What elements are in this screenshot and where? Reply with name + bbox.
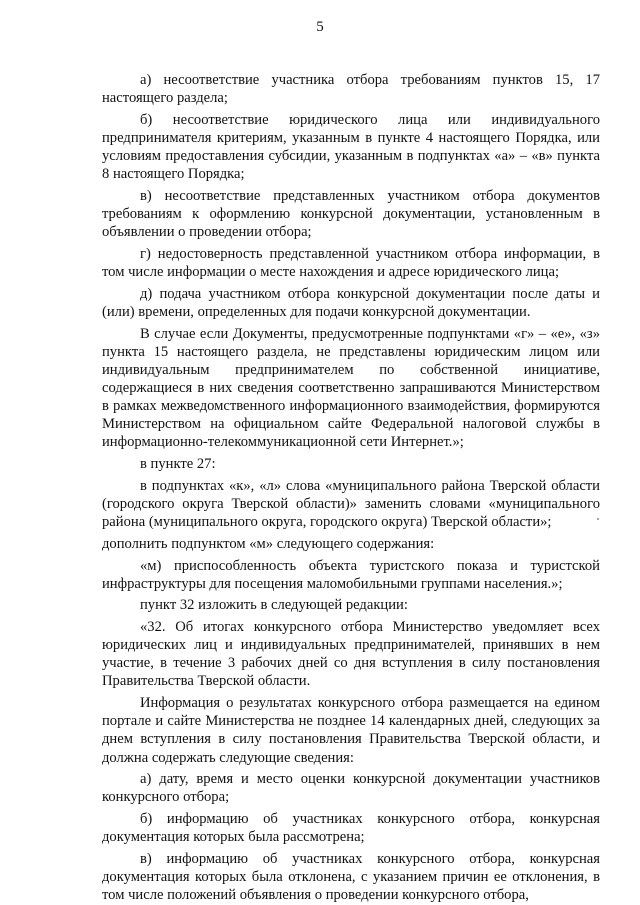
paragraph-results-info: Информация о результатах конкурсного отбора размещается на едином портале и сайте Министерства не позднее 14 календарных дней, следующих за днем вступления в силу постановления Правительства Тверской области, и должна содержать следующие сведения:	[102, 695, 600, 766]
paragraph-add-subpoint-m: дополнить подпунктом «м» следующего содержания:	[102, 535, 435, 552]
paragraph-item-g: г) недостоверность представленной участником отбора информации, в том числе информации о месте нахождения и адресе юридического лица;	[102, 245, 600, 280]
paragraph-info-v: в) информацию об участниках конкурсного отбора, конкурсная документация которых была отклонена, с указанием причин ее отклонения, в том числе положений объявления о проведении конкурсного отбора,	[102, 851, 600, 904]
paragraph-subpoint-m: «м) приспособленность объекта туристского показа и туристской инфраструктуры для посещения маломобильными группами населения.»;	[102, 557, 600, 592]
page-number: 5	[316, 19, 324, 35]
paragraph-item-b: б) несоответствие юридического лица или индивидуального предпринимателя критериям, указанным в пункте 4 настоящего Порядка, или условиям предоставления субсидии, указанным в подпунктах «а» – «в» пункта 8 настоящего Порядка;	[102, 111, 600, 183]
paragraph-point-32: «32. Об итогах конкурсного отбора Министерство уведомляет всех юридических лиц и индивидуальных предпринимателей, принявших в нем участие, в течение 3 рабочих дней со дня вступления в силу постановления Правительства Тверской области.	[102, 619, 600, 690]
paragraph-item-d: д) подача участником отбора конкурсной документации после даты и (или) времени, определенных для подачи конкурсной документации.	[102, 285, 600, 320]
document-body	[102, 71, 600, 904]
paragraph-info-b: б) информацию об участниках конкурсного отбора, конкурсная документация которых была рассмотрена;	[102, 811, 600, 846]
paragraph-info-a: а) дату, время и место оценки конкурсной документации участников конкурсного отбора;	[102, 771, 600, 806]
paragraph-subpoints-k-l: в подпунктах «к», «л» слова «муниципального района Тверской области (городского округа Тверской области)» заменить словами «муниципального района (муниципального округа, городского округа) Тверской области»;	[102, 477, 600, 530]
scan-speck	[597, 518, 599, 520]
paragraph-point-32-intro: пункт 32 изложить в следующей редакции:	[140, 597, 408, 614]
paragraph-item-a: а) несоответствие участника отбора требованиям пунктов 15, 17 настоящего раздела;	[102, 72, 600, 107]
paragraph-item-v: в) несоответствие представленных участником отбора документов требованиям к оформлению конкурсной документации, установленным в объявлении о проведении отбора;	[102, 187, 600, 241]
paragraph-documents-request: В случае если Документы, предусмотренные подпунктами «г» – «е», «з» пункта 15 настоящего раздела, не представлены юридическим лицом или индивидуальным предпринимателем по собственной инициативе, содержащиеся в них сведения соответственно запрашиваются Министерством в рамках межведомственного информационного взаимодействия, формируются Министерством на официальном сайте Федеральной налоговой службы в информационно-телекоммуникационной сети Интернет.»;	[102, 325, 600, 451]
paragraph-point-27: в пункте 27:	[140, 456, 216, 472]
